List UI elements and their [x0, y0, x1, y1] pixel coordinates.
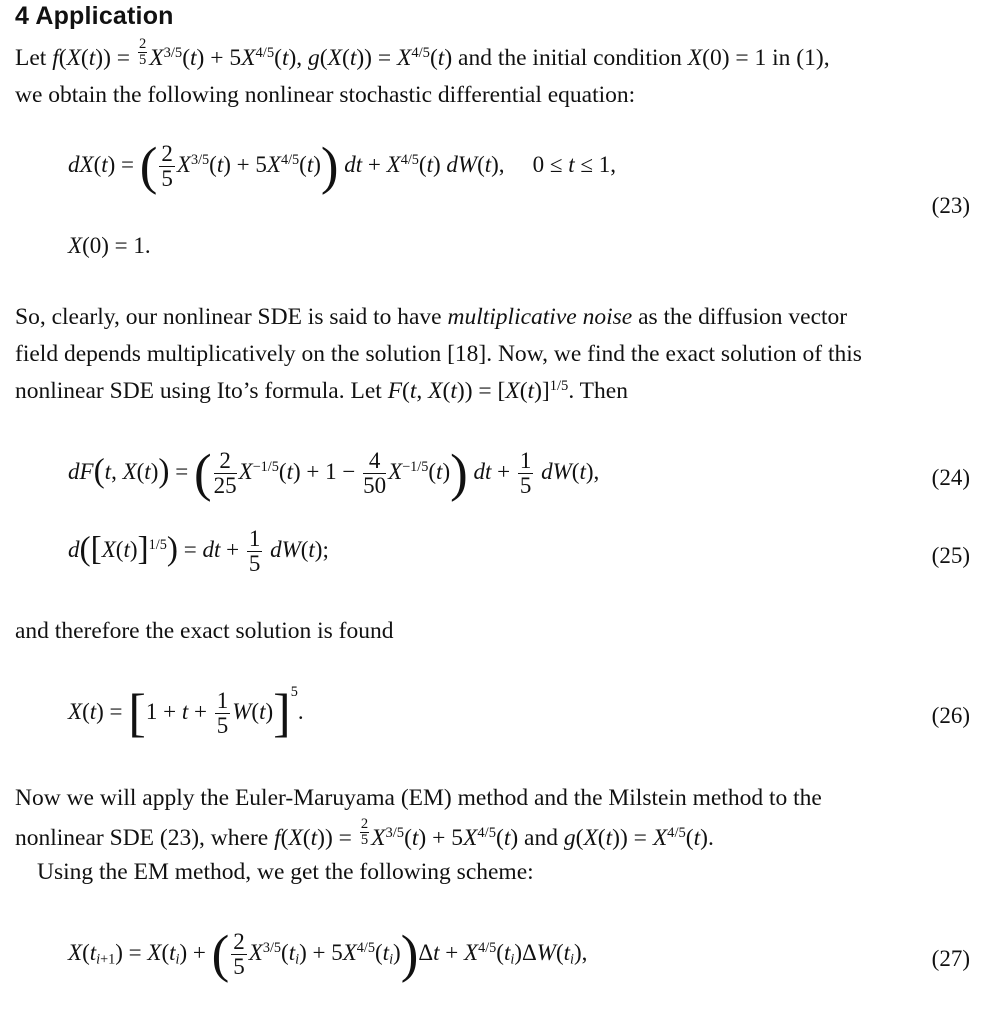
noise-paragraph: [15, 299, 975, 410]
solution-paragraph: and therefore the exact solution is found: [15, 618, 394, 644]
equation-23-domain: 0 ≤ t ≤ 1,: [532, 151, 616, 177]
equation-27: $X(t_{i+1}) = X(t_i)$ + ( $\frac{2}{5}$ $X^{3/5}(t_i) + 5X^{4/5}(t_i))\Delta t + X^{4/5}(t_i)\Delta W(t_i)$,: [68, 925, 588, 984]
equation-25: $d([X(t)]^{1/5})$ = dt + $\frac{1}{5}$ dW(t);: [68, 526, 329, 577]
section-heading: [15, 2, 174, 31]
equation-number-24: (24): [931, 465, 970, 490]
equation-number-26: (26): [931, 703, 970, 728]
equation-23-line-1: dX(t) = ( $\frac{2}{5}$ $X^{3/5}(t) + 5X^{4/5}(t)$) dt + $X^{4/5}(t)$ dW(t), 0 ≤ t ≤ 1,: [68, 137, 616, 196]
inline-F-definition: F(t, $X(t)) = [X(t)]^{1/5}$: [387, 378, 569, 404]
method-text-4: .: [707, 825, 714, 851]
em-scheme-intro: Using the EM method, we get the following scheme:: [37, 859, 534, 885]
intro-text-1: Let: [15, 45, 53, 71]
equation-number-23: (23): [931, 193, 970, 218]
intro-text-2: and the initial condition: [452, 45, 688, 71]
intro-paragraph: [15, 37, 975, 114]
section-number: 4: [15, 2, 30, 30]
intro-text-3: in (1),: [766, 45, 830, 71]
method-text-2: nonlinear SDE (23), where: [15, 825, 275, 851]
equation-number-25: (25): [931, 543, 970, 568]
section-title: Application: [35, 2, 174, 30]
inline-initial-condition: X(0) = 1: [687, 45, 767, 71]
noise-text-5: . Then: [568, 378, 628, 404]
noise-text-3: field depends multiplicatively on the solution [18]. Now, we find the exact solution of this: [15, 341, 862, 367]
equation-26: X(t) = [1 + t + $\frac{1}{5}$ W(t)]$^5$.: [68, 684, 304, 743]
equation-24: dF(t, X(t)) = ( $\frac{2}{25}$ $X^{-1/5}(t) + 1$ − $\frac{4}{50}$ $X^{-1/5}(t)$) dt + $\frac{1}{5}$ dW(t),: [68, 444, 600, 503]
equation-number-27: (27): [931, 946, 970, 971]
method-paragraph: [15, 780, 975, 857]
noise-text-2: as the diffusion vector: [632, 304, 848, 330]
inline-f-definition: f(X(t)) = $\frac{2}{5}$ $X^{3/5}(t) + 5X^{4/5}(t)$, $g(X(t)) = X^{4/5}(t)$: [52, 36, 453, 71]
inline-g-definition: $g(X(t)) = X^{4/5}(t)$: [563, 825, 708, 851]
intro-text-4: we obtain the following nonlinear stochastic differential equation:: [15, 82, 636, 108]
equation-23-initial: X(0) = 1.: [68, 233, 151, 258]
emphasis-multiplicative-noise: multiplicative noise: [447, 304, 633, 330]
method-text-1: Now we will apply the Euler-Maruyama (EM) method and the Milstein method to the: [15, 785, 822, 811]
noise-text-4: nonlinear SDE using Ito’s formula. Let: [15, 378, 388, 404]
inline-f-g-definitions: f(X(t)) = $\frac{2}{5}$ $X^{3/5}(t) + 5X^{4/5}(t)$: [274, 816, 519, 851]
noise-text-1: So, clearly, our nonlinear SDE is said to have: [15, 304, 448, 330]
method-text-3: and: [518, 825, 564, 851]
